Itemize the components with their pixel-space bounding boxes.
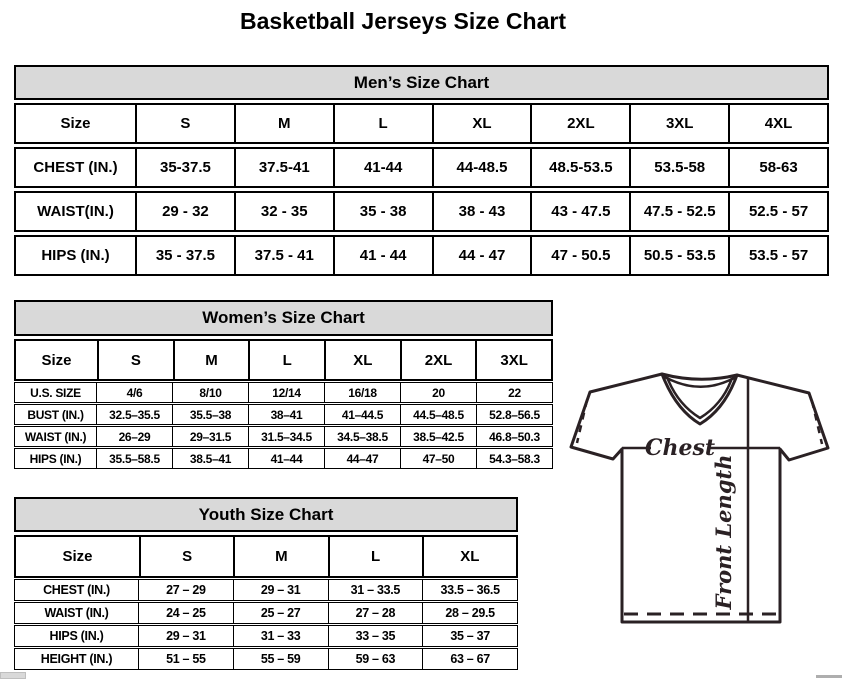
women-cell: 38.5–42.5	[400, 427, 476, 446]
men-cell: 52.5 - 57	[728, 193, 827, 230]
men-cell: XL	[432, 105, 531, 142]
womens-size-table	[14, 300, 553, 469]
youth-cell: 35 – 37	[422, 626, 517, 646]
youth-size-header-row	[14, 535, 518, 578]
women-cell: 32.5–35.5	[96, 405, 172, 424]
men-size-header-row	[14, 103, 829, 144]
women-cell: XL	[324, 341, 400, 379]
women-cell: S	[97, 341, 173, 379]
youth-cell: 51 – 55	[138, 649, 233, 669]
men-cell: 58-63	[728, 149, 827, 186]
youth-cell: 33.5 – 36.5	[422, 580, 517, 600]
youth-row-label: HIPS (IN.)	[49, 629, 104, 643]
mens-table-title: Men’s Size Chart	[353, 72, 490, 92]
youth-cell: 33 – 35	[328, 626, 423, 646]
youth-cell: 29 – 31	[233, 580, 328, 600]
women-cell: 38.5–41	[172, 449, 248, 468]
women-cell: 22	[476, 383, 552, 402]
women-cell: 46.8–50.3	[476, 427, 552, 446]
men-cell: 41 - 44	[333, 237, 432, 274]
youth-data-row	[14, 648, 518, 670]
men-cell: 53.5 - 57	[728, 237, 827, 274]
men-data-row	[14, 191, 829, 232]
page-title: Basketball Jerseys Size Chart	[239, 8, 566, 34]
men-cell: 53.5-58	[629, 149, 728, 186]
youth-cell: XL	[422, 537, 516, 576]
men-cell: 44 - 47	[432, 237, 531, 274]
men-cell: 47 - 50.5	[530, 237, 629, 274]
women-cell: 26–29	[96, 427, 172, 446]
youth-row-label: CHEST (IN.)	[43, 583, 110, 597]
men-cell: 48.5-53.5	[530, 149, 629, 186]
youth-row-label: WAIST (IN.)	[44, 606, 109, 620]
mens-table-header	[14, 65, 829, 100]
men-cell: 38 - 43	[432, 193, 531, 230]
men-cell: 4XL	[728, 105, 827, 142]
youth-table-header	[14, 497, 518, 532]
horizontal-scrollbar-thumb-left[interactable]	[0, 672, 26, 679]
men-cell: M	[234, 105, 333, 142]
men-cell: 41-44	[333, 149, 432, 186]
women-cell: 35.5–38	[172, 405, 248, 424]
youth-cell: 24 – 25	[138, 603, 233, 623]
youth-cell: 59 – 63	[328, 649, 423, 669]
women-cell: 20	[400, 383, 476, 402]
womens-table-header	[14, 300, 553, 336]
women-cell: 8/10	[172, 383, 248, 402]
women-cell: 16/18	[324, 383, 400, 402]
youth-cell: L	[328, 537, 422, 576]
men-cell: 37.5 - 41	[234, 237, 333, 274]
men-row-label: HIPS (IN.)	[41, 247, 110, 264]
mens-size-table	[14, 65, 829, 276]
youth-cell: 55 – 59	[233, 649, 328, 669]
women-cell: 44.5–48.5	[400, 405, 476, 424]
men-cell: 43 - 47.5	[530, 193, 629, 230]
youth-row-label: Size	[62, 548, 93, 565]
men-cell: 3XL	[629, 105, 728, 142]
women-row-label: Size	[41, 351, 72, 369]
women-cell: 31.5–34.5	[248, 427, 324, 446]
women-cell: 41–44.5	[324, 405, 400, 424]
youth-cell: M	[233, 537, 327, 576]
women-cell: 41–44	[248, 449, 324, 468]
youth-row-label: HEIGHT (IN.)	[40, 652, 113, 666]
men-row-label: Size	[60, 115, 91, 132]
women-cell: 3XL	[475, 341, 551, 379]
youth-data-row	[14, 602, 518, 624]
men-cell: 35 - 38	[333, 193, 432, 230]
women-cell: L	[248, 341, 324, 379]
women-cell: 4/6	[96, 383, 172, 402]
women-row-label: HIPS (IN.)	[29, 451, 82, 466]
youth-size-table	[14, 497, 518, 670]
men-data-row	[14, 235, 829, 276]
horizontal-scrollbar-thumb-right[interactable]	[816, 675, 842, 678]
youth-cell: 25 – 27	[233, 603, 328, 623]
men-cell: 47.5 - 52.5	[629, 193, 728, 230]
mens-table-rows	[14, 103, 829, 276]
women-row-label: U.S. SIZE	[30, 385, 81, 400]
men-data-row	[14, 147, 829, 188]
women-cell: 47–50	[400, 449, 476, 468]
chest-label: Chest	[644, 435, 716, 461]
women-cell: 2XL	[400, 341, 476, 379]
men-row-label: CHEST (IN.)	[33, 159, 118, 176]
women-data-row	[14, 426, 553, 447]
women-size-header-row	[14, 339, 553, 381]
women-data-row	[14, 382, 553, 403]
front-length-label: Front Length	[711, 454, 736, 610]
men-cell: L	[333, 105, 432, 142]
men-cell: 35 - 37.5	[135, 237, 234, 274]
men-cell: 37.5-41	[234, 149, 333, 186]
womens-table-rows	[14, 339, 553, 469]
youth-cell: 28 – 29.5	[422, 603, 517, 623]
youth-cell: 29 – 31	[138, 626, 233, 646]
women-cell: 44–47	[324, 449, 400, 468]
women-cell: 54.3–58.3	[476, 449, 552, 468]
youth-cell: 63 – 67	[422, 649, 517, 669]
women-cell: 12/14	[248, 383, 324, 402]
women-data-row	[14, 448, 553, 469]
men-cell: 2XL	[530, 105, 629, 142]
men-cell: 35-37.5	[135, 149, 234, 186]
womens-table-title: Women’s Size Chart	[202, 308, 365, 327]
men-cell: S	[135, 105, 234, 142]
jersey-outline	[571, 374, 828, 622]
youth-cell: 27 – 29	[138, 580, 233, 600]
women-cell: 35.5–58.5	[96, 449, 172, 468]
women-cell: 34.5–38.5	[324, 427, 400, 446]
youth-cell: S	[139, 537, 233, 576]
youth-data-row	[14, 579, 518, 601]
women-cell: 52.8–56.5	[476, 405, 552, 424]
youth-table-rows	[14, 535, 518, 670]
men-cell: 50.5 - 53.5	[629, 237, 728, 274]
youth-table-title: Youth Size Chart	[198, 504, 334, 524]
youth-cell: 31 – 33	[233, 626, 328, 646]
men-cell: 29 - 32	[135, 193, 234, 230]
women-data-row	[14, 404, 553, 425]
women-cell: 38–41	[248, 405, 324, 424]
youth-data-row	[14, 625, 518, 647]
jersey-measurement-diagram	[558, 360, 843, 632]
youth-cell: 27 – 28	[328, 603, 423, 623]
men-cell: 44-48.5	[432, 149, 531, 186]
men-cell: 32 - 35	[234, 193, 333, 230]
youth-cell: 31 – 33.5	[328, 580, 423, 600]
women-row-label: BUST (IN.)	[27, 407, 84, 422]
men-row-label: WAIST(IN.)	[37, 203, 114, 220]
women-row-label: WAIST (IN.)	[24, 429, 87, 444]
women-cell: 29–31.5	[172, 427, 248, 446]
women-cell: M	[173, 341, 249, 379]
